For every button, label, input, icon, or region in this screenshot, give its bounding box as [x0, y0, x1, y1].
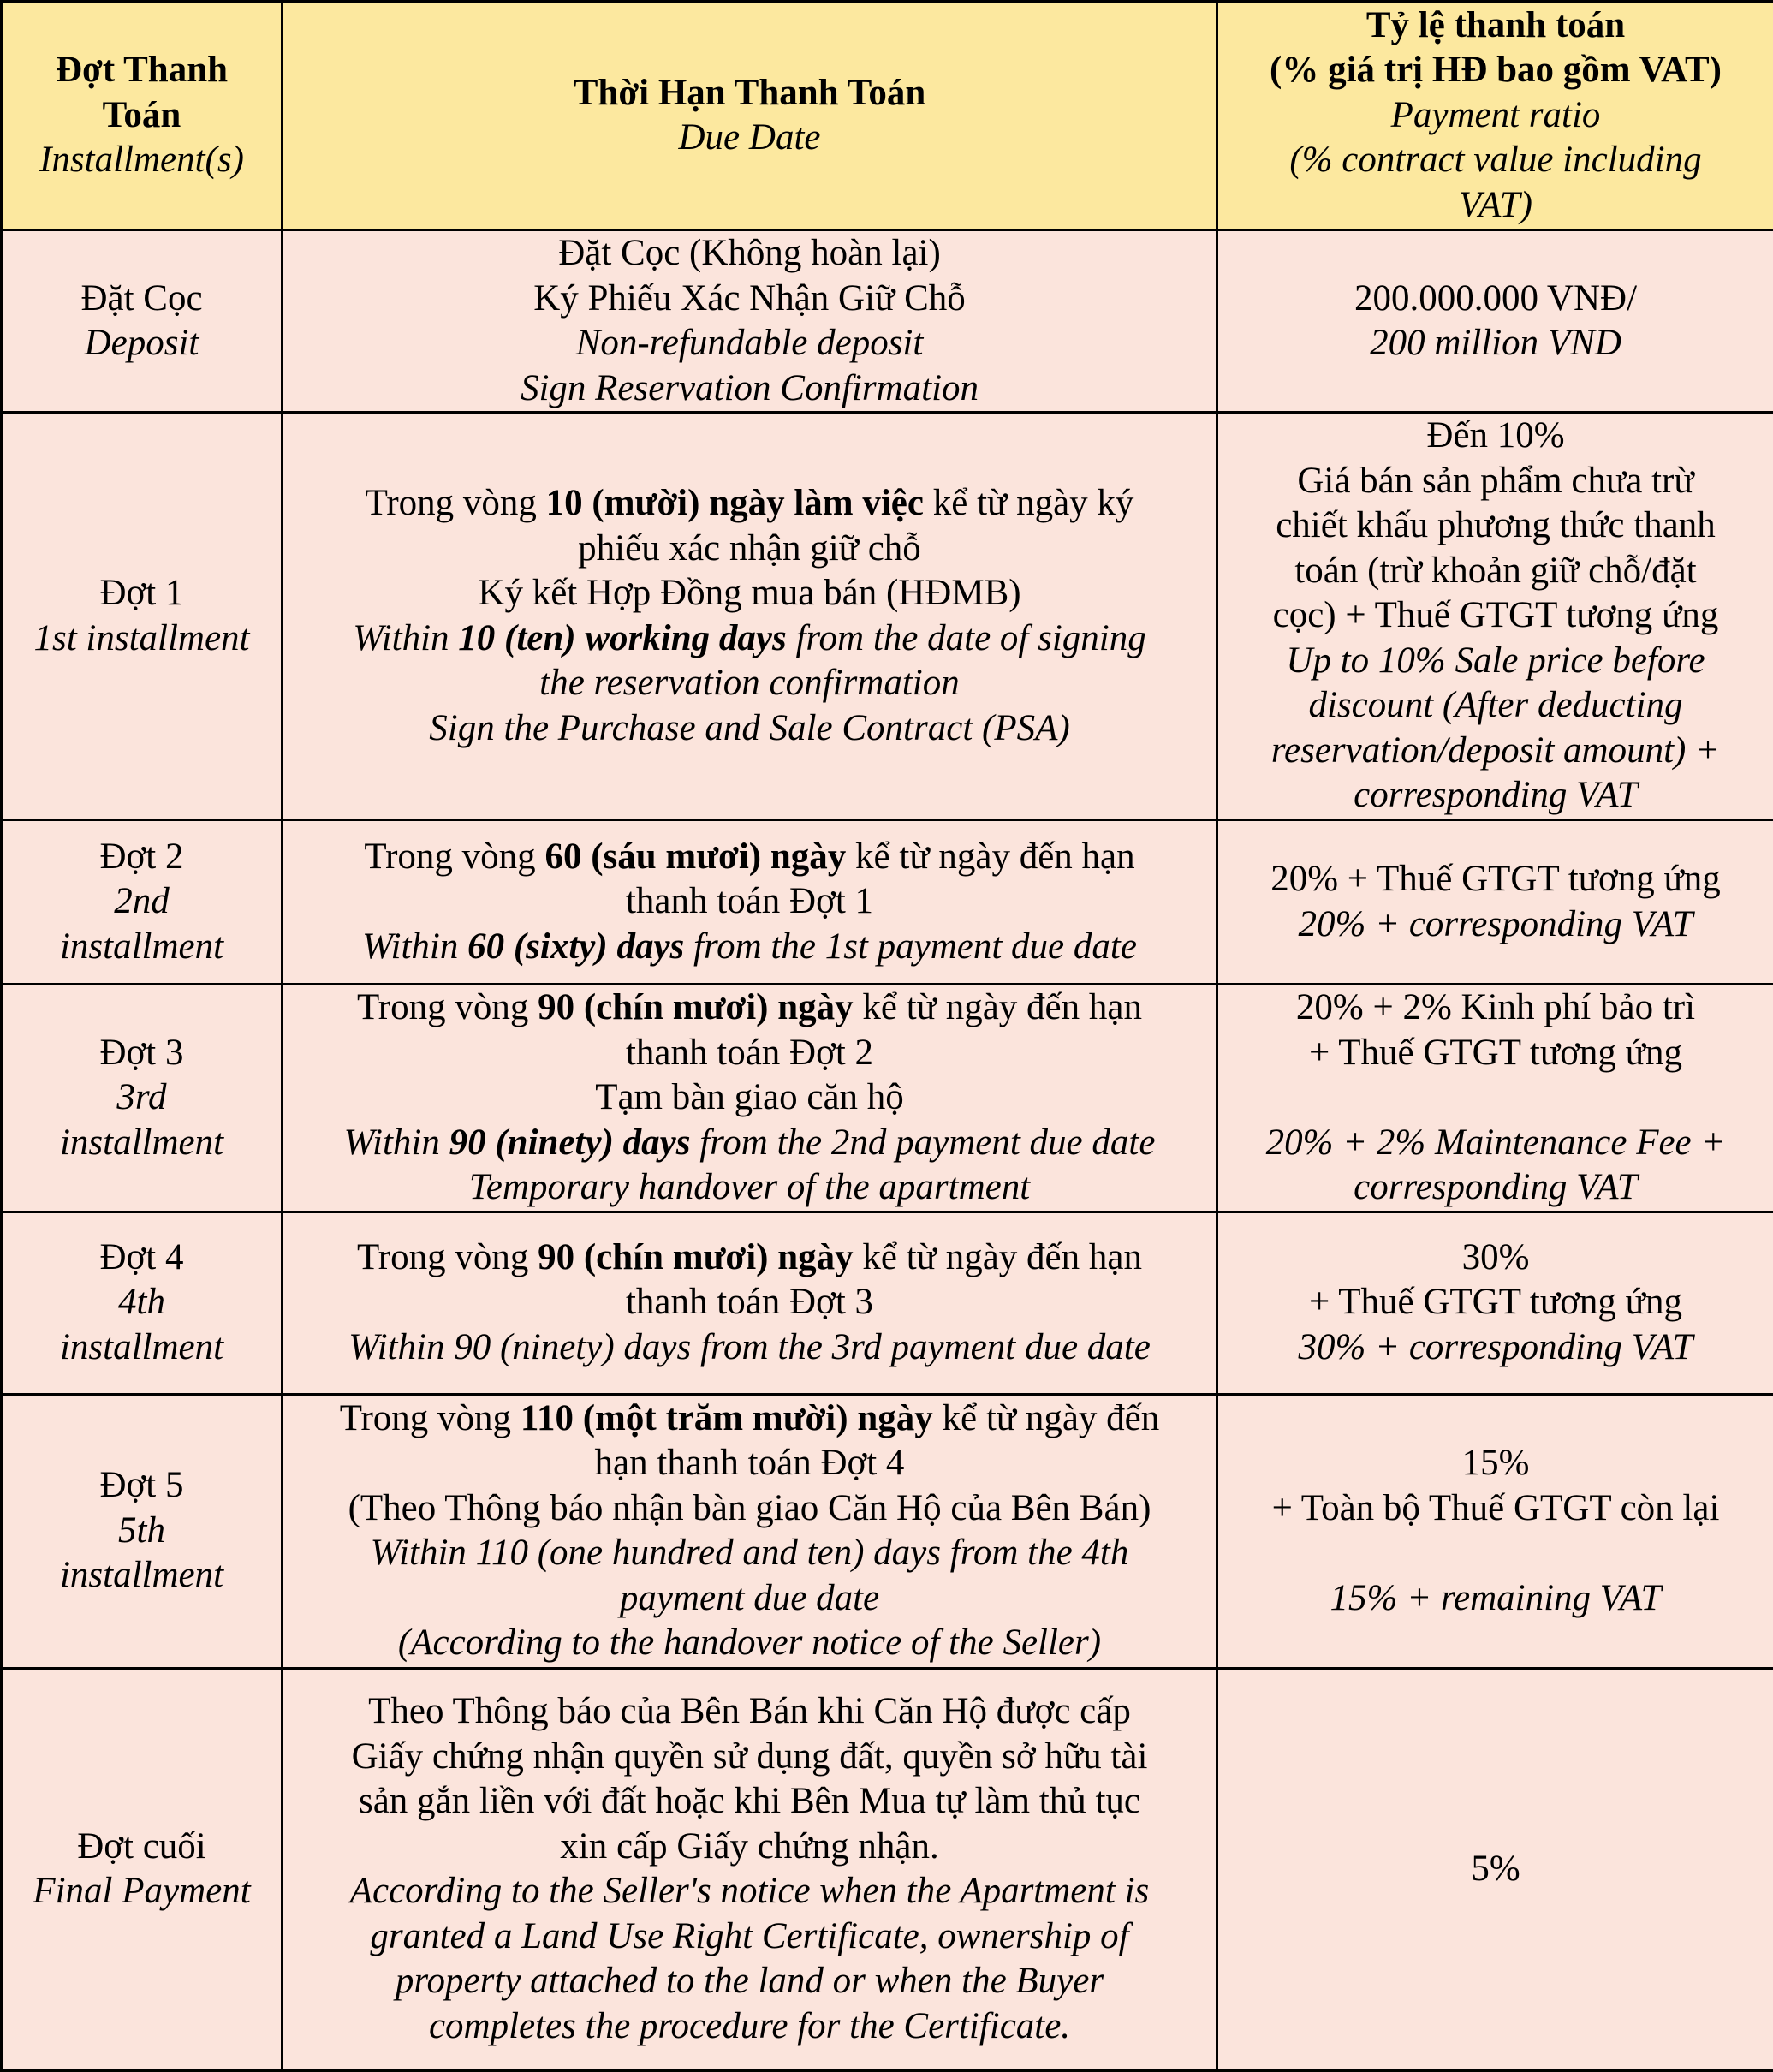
header-due-date-vi: Thời Hạn Thanh Toán: [573, 72, 926, 113]
ratio-en-line: reservation/deposit amount) +: [1270, 729, 1721, 771]
row-installment-5: [2, 1394, 1773, 1668]
due-vi-line: Trong vòng 90 (chín mươi) ngày kể từ ngày đến hạn: [357, 1236, 1142, 1277]
due-date-cell: [283, 985, 1217, 1212]
header-ratio-en-3: VAT): [1459, 184, 1532, 225]
header-installment-en: Installment(s): [39, 140, 244, 181]
due-vi-line: (Theo Thông báo nhận bàn giao Căn Hộ của Bên Bán): [348, 1487, 1151, 1528]
ratio-cell: [1217, 1212, 1773, 1394]
header-ratio-en-2: (% contract value including: [1289, 140, 1702, 181]
due-bold-term: 90 (chín mươi) ngày: [538, 1236, 854, 1277]
due-vi-line: thanh toán Đợt 2: [625, 1032, 874, 1073]
ratio-cell: [1217, 413, 1773, 820]
header-ratio-vi-1: Tỷ lệ thanh toán: [1365, 4, 1626, 45]
due-bold-term: 60 (sixty) days: [467, 926, 685, 967]
ratio-en-line: 20% + 2% Maintenance Fee +: [1265, 1122, 1726, 1163]
due-en-line: Sign the Purchase and Sale Contract (PSA): [429, 707, 1070, 748]
due-en-line: Non-refundable deposit: [575, 323, 924, 363]
due-vi-line: Tạm bàn giao căn hộ: [595, 1077, 904, 1117]
ratio-vi-line: 15%: [1461, 1443, 1530, 1483]
due-bold-term: 10 (ten) working days: [458, 617, 787, 658]
due-en-line: property attached to the land or when the Buyer: [395, 1961, 1104, 2002]
ratio-en-line: 15% + remaining VAT: [1330, 1577, 1662, 1618]
due-vi-line: Ký kết Hợp Đồng mua bán (HĐMB): [478, 573, 1021, 613]
installment-cell: [2, 230, 283, 413]
ratio-en-line: corresponding VAT: [1354, 1167, 1638, 1207]
due-en-line: Within 90 (ninety) days from the 2nd payment due date: [343, 1122, 1156, 1163]
row-installment-3: [2, 985, 1773, 1212]
due-en-line: Sign Reservation Confirmation: [520, 367, 979, 408]
due-en-line: Temporary handover of the apartment: [468, 1167, 1031, 1207]
due-en-line: granted a Land Use Right Certificate, ownership of: [370, 1915, 1129, 1956]
header-installment: [2, 2, 283, 230]
due-en-line: Within 90 (ninety) days from the 3rd payment due date: [348, 1326, 1151, 1367]
installment-en: installment: [59, 1555, 224, 1596]
due-vi-line: Giấy chứng nhận quyền sử dụng đất, quyền sở hữu tài: [351, 1736, 1148, 1777]
due-en-line: (According to the handover notice of the Seller): [397, 1622, 1102, 1663]
ratio-vi-line: chiết khấu phương thức thanh: [1276, 505, 1716, 546]
ratio-vi-line: 5%: [1471, 1849, 1520, 1889]
due-bold-term: 90 (ninety) days: [449, 1122, 691, 1163]
row-installment-4: [2, 1212, 1773, 1394]
installment-vi: Đợt 4: [99, 1236, 184, 1277]
due-vi-line: Trong vòng 110 (một trăm mười) ngày kể từ ngày đến: [339, 1397, 1160, 1438]
installment-en: Deposit: [84, 323, 199, 363]
ratio-vi-line: + Thuế GTGT tương ứng: [1309, 1282, 1682, 1323]
installment-en: installment: [59, 1122, 224, 1163]
due-date-cell: [283, 1212, 1217, 1394]
row-deposit: [2, 230, 1773, 413]
installment-en: 5th: [118, 1509, 165, 1551]
ratio-en-line: Up to 10% Sale price before: [1286, 640, 1705, 681]
installment-en: Final Payment: [33, 1871, 251, 1912]
due-en-line: completes the procedure for the Certificate.: [428, 2005, 1071, 2046]
ratio-en-line: 20% + corresponding VAT: [1298, 903, 1693, 944]
ratio-vi-line: 20% + 2% Kinh phí bảo trì: [1295, 987, 1696, 1027]
ratio-vi-line: Đến 10%: [1426, 415, 1565, 456]
ratio-cell: [1217, 1394, 1773, 1668]
installment-cell: [2, 820, 283, 985]
due-vi-line: sản gắn liền với đất hoặc khi Bên Mua tự làm thủ tục: [358, 1781, 1140, 1822]
due-en-line: Within 110 (one hundred and ten) days from the 4th: [370, 1533, 1129, 1573]
spacer: [1223, 1531, 1768, 1576]
due-vi-line: Trong vòng 60 (sáu mươi) ngày kể từ ngày đến hạn: [364, 836, 1135, 877]
header-installment-vi-2: Toán: [102, 94, 181, 135]
row-final-payment: [2, 1668, 1773, 2071]
due-bold-term: 90 (chín mươi) ngày: [538, 987, 854, 1027]
due-date-cell: [283, 1394, 1217, 1668]
ratio-en-line: 30% + corresponding VAT: [1298, 1326, 1693, 1367]
ratio-cell: [1217, 985, 1773, 1212]
installment-cell: [2, 1668, 283, 2071]
ratio-cell: [1217, 230, 1773, 413]
ratio-cell: [1217, 1668, 1773, 2071]
installment-vi: Đợt cuối: [77, 1825, 206, 1867]
due-bold-term: 10 (mười) ngày làm việc: [545, 483, 924, 523]
due-vi-line: Trong vòng 90 (chín mươi) ngày kể từ ngày đến hạn: [357, 987, 1142, 1027]
ratio-vi-line: toán (trừ khoản giữ chỗ/đặt: [1294, 550, 1697, 591]
due-en-line: the reservation confirmation: [539, 663, 960, 703]
due-date-cell: [283, 413, 1217, 820]
due-en-line: Within 60 (sixty) days from the 1st payment due date: [362, 926, 1137, 967]
installment-en: installment: [59, 1326, 224, 1367]
ratio-vi-line: 200.000.000 VNĐ/: [1354, 277, 1638, 319]
installment-vi: Đợt 2: [99, 836, 184, 877]
installment-cell: [2, 413, 283, 820]
due-vi-line: hạn thanh toán Đợt 4: [594, 1443, 905, 1483]
installment-en: 4th: [118, 1282, 165, 1323]
ratio-en-line: discount (After deducting: [1308, 685, 1683, 726]
ratio-en-line: corresponding VAT: [1354, 775, 1638, 816]
due-date-cell: [283, 820, 1217, 985]
installment-en: installment: [59, 926, 224, 967]
due-date-cell: [283, 1668, 1217, 2071]
installment-cell: [2, 1394, 283, 1668]
header-due-date: [283, 2, 1217, 230]
due-vi-line: Trong vòng 10 (mười) ngày làm việc kể từ ngày ký: [365, 483, 1134, 523]
installment-en: 2nd: [114, 881, 170, 922]
installment-vi: Đợt 5: [99, 1465, 184, 1506]
due-vi-line: thanh toán Đợt 1: [625, 881, 874, 922]
ratio-en-line: 200 million VND: [1370, 323, 1621, 363]
due-vi-line: xin cấp Giấy chứng nhận.: [560, 1825, 939, 1867]
header-installment-vi-1: Đợt Thanh: [55, 50, 229, 91]
due-en-line: payment due date: [619, 1577, 880, 1618]
due-vi-line: phiếu xác nhận giữ chỗ: [578, 527, 921, 569]
due-en-line: Within 10 (ten) working days from the date of signing: [353, 617, 1146, 658]
installment-vi: Đợt 1: [99, 573, 184, 613]
installment-vi: Đặt Cọc: [80, 277, 203, 319]
ratio-vi-line: 30%: [1461, 1236, 1530, 1277]
header-payment-ratio: [1217, 2, 1773, 230]
due-vi-line: Theo Thông báo của Bên Bán khi Căn Hộ được cấp: [368, 1691, 1131, 1732]
installment-en: 3rd: [116, 1077, 167, 1117]
ratio-cell: [1217, 820, 1773, 985]
header-ratio-en-1: Payment ratio: [1390, 94, 1601, 135]
header-row: [2, 2, 1773, 230]
ratio-vi-line: Giá bán sản phẩm chưa trừ: [1297, 460, 1694, 501]
due-bold-term: 60 (sáu mươi) ngày: [544, 836, 847, 877]
header-due-date-en: Due Date: [678, 117, 821, 158]
installment-cell: [2, 1212, 283, 1394]
due-date-cell: [283, 230, 1217, 413]
due-vi-line: thanh toán Đợt 3: [625, 1282, 874, 1323]
due-vi-line: Đặt Cọc (Không hoàn lại): [558, 233, 941, 273]
ratio-vi-line: + Toàn bộ Thuế GTGT còn lại: [1271, 1487, 1720, 1528]
due-en-line: According to the Seller's notice when the Apartment is: [349, 1871, 1150, 1912]
row-installment-2: [2, 820, 1773, 985]
ratio-vi-line: cọc) + Thuế GTGT tương ứng: [1272, 595, 1719, 636]
due-vi-line: Ký Phiếu Xác Nhận Giữ Chỗ: [533, 277, 966, 319]
header-ratio-vi-2: (% giá trị HĐ bao gồm VAT): [1270, 50, 1722, 91]
ratio-vi-line: + Thuế GTGT tương ứng: [1309, 1032, 1682, 1073]
installment-cell: [2, 985, 283, 1212]
installment-en: 1st installment: [33, 617, 250, 658]
installment-vi: Đợt 3: [99, 1032, 184, 1073]
spacer: [1223, 1075, 1768, 1121]
ratio-vi-line: 20% + Thuế GTGT tương ứng: [1270, 859, 1721, 899]
due-bold-term: 110 (một trăm mười) ngày: [520, 1397, 933, 1438]
row-installment-1: [2, 413, 1773, 820]
